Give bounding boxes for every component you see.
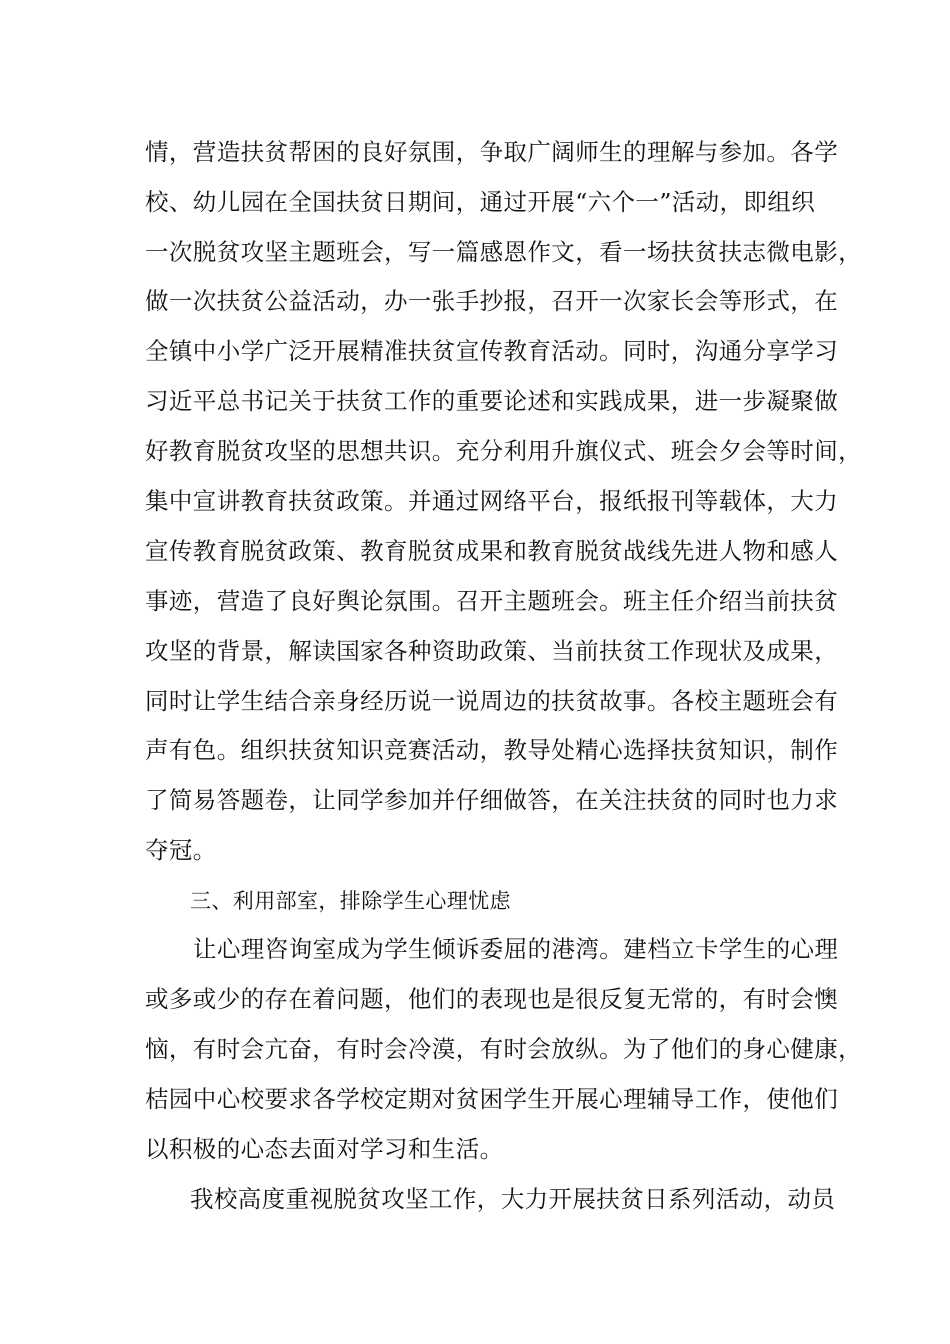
text-line: 习近平总书记关于扶贫工作的重要论述和实践成果，进一步凝聚做 — [145, 387, 839, 415]
text-line: 全镇中小学广泛开展精准扶贫宣传教育活动。同时，沟通分享学习 — [145, 337, 839, 365]
text-line: 同时让学生结合亲身经历说一说周边的扶贫故事。各校主题班会有 — [145, 687, 839, 715]
text-line: 宣传教育脱贫政策、教育脱贫成果和教育脱贫战线先进人物和感人 — [145, 537, 839, 565]
text-line: 以积极的心态去面对学习和生活。 — [145, 1135, 504, 1163]
text-line: 集中宣讲教育扶贫政策。并通过网络平台，报纸报刊等载体，大力 — [145, 487, 839, 515]
section-heading: 三、利用部室，排除学生心理忧虑 — [190, 889, 511, 913]
text-line: 事迹，营造了良好舆论氛围。召开主题班会。班主任介绍当前扶贫 — [145, 587, 839, 615]
text-line: 桔园中心校要求各学校定期对贫困学生开展心理辅导工作，使他们 — [145, 1085, 839, 1113]
paragraph-first-line: 我校高度重视脱贫攻坚工作，大力开展扶贫日系列活动，动员 — [190, 1185, 836, 1213]
text-line: 情，营造扶贫帮困的良好氛围，争取广阔师生的理解与参加。各学 — [145, 138, 839, 166]
text-line: 声有色。组织扶贫知识竞赛活动，教导处精心选择扶贫知识，制作 — [145, 736, 839, 764]
paragraph-first-line: 让心理咨询室成为学生倾诉委屈的港湾。建档立卡学生的心理 — [193, 935, 839, 963]
text-line: 做一次扶贫公益活动，办一张手抄报，召开一次家长会等形式，在 — [145, 287, 839, 315]
text-line: 好教育脱贫攻坚的思想共识。充分利用升旗仪式、班会夕会等时间， — [145, 437, 862, 465]
text-line: 校、幼儿园在全国扶贫日期间，通过开展“六个一”活动，即组织 — [145, 188, 816, 216]
text-line: 恼，有时会亢奋，有时会冷漠，有时会放纵。为了他们的身心健康， — [145, 1035, 862, 1063]
text-line: 或多或少的存在着问题，他们的表现也是很反复无常的，有时会懊 — [145, 985, 839, 1013]
text-line: 夺冠。 — [145, 836, 217, 864]
text-line: 攻坚的背景，解读国家各种资助政策、当前扶贫工作现状及成果， — [145, 637, 839, 665]
text-line: 一次脱贫攻坚主题班会，写一篇感恩作文，看一场扶贫扶志微电影， — [145, 238, 862, 266]
text-line: 了简易答题卷，让同学参加并仔细做答，在关注扶贫的同时也力求 — [145, 786, 839, 814]
